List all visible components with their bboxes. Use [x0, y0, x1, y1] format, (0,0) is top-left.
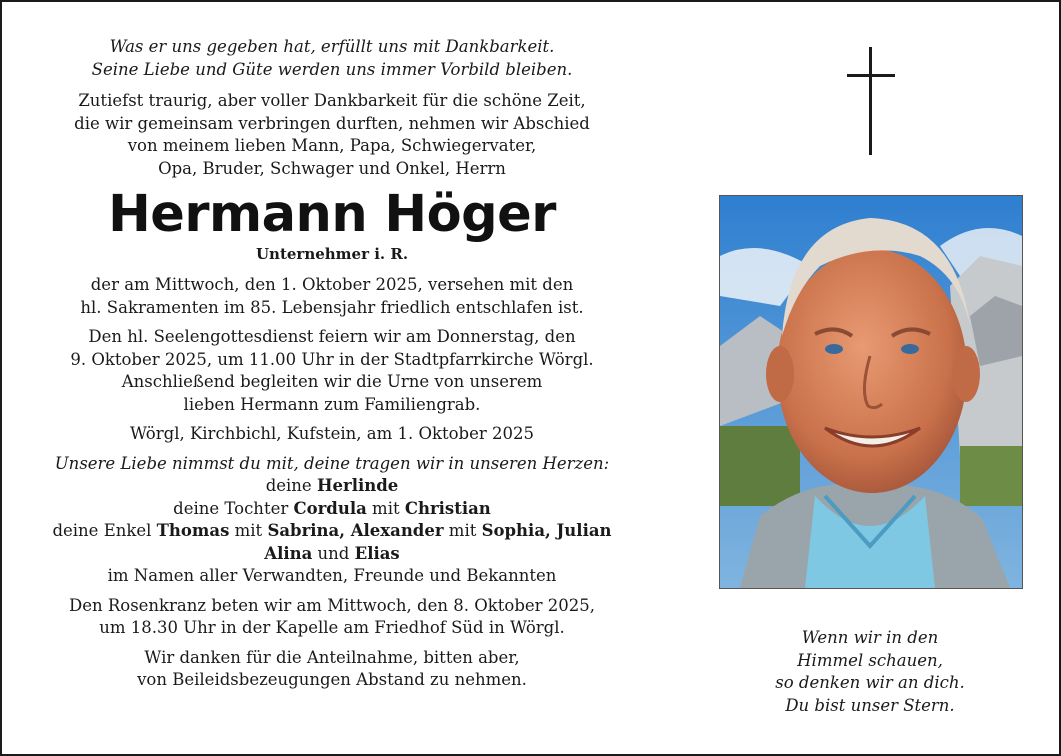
death-notice-line-2: hl. Sakramenten im 85. Lebensjahr friedlich entschlafen ist.: [80, 297, 584, 317]
ear-left: [766, 346, 794, 402]
meadow-right: [960, 446, 1022, 506]
family-gc1-with: mit: [229, 521, 268, 540]
quote-line-2: Himmel schauen,: [797, 650, 943, 670]
heart-line: Unsere Liebe nimmst du mit, deine tragen wir in unseren Herzen:: [54, 453, 610, 473]
family-gc4: Elias: [354, 543, 400, 563]
family-and: und: [312, 543, 355, 563]
rosary-line-1: Den Rosenkranz beten wir am Mittwoch, den 8. Oktober 2025,: [68, 595, 596, 615]
family-wife: [22, 475, 642, 498]
family-grandchildren-2: [22, 543, 642, 566]
cross-vertical-bar: [869, 47, 872, 155]
place-and-date: Wörgl, Kirchbichl, Kufstein, am 1. Oktober 2025: [129, 424, 535, 443]
deceased-title: Unternehmer i. R.: [255, 245, 409, 263]
eye-right: [901, 344, 919, 354]
quote-line-1: Wenn wir in den: [801, 628, 939, 647]
deceased-name: Hermann Höger: [108, 185, 556, 244]
intro-line-2: die wir gemeinsam verbringen durften, nehmen wir Abschied: [74, 113, 590, 133]
family-gc3: Alina: [264, 543, 313, 563]
family-gc2-with: mit: [443, 521, 482, 540]
memorial-quote: [742, 627, 998, 717]
death-notice-line-1: der am Mittwoch, den 1. Oktober 2025, versehen mit den: [90, 275, 574, 294]
cross-horizontal-bar: [847, 74, 895, 77]
obituary-text-column: [22, 36, 642, 692]
funeral-service: [22, 326, 642, 416]
family-wife-prefix: deine: [265, 476, 317, 495]
family-daughter-with: mit: [366, 498, 405, 518]
portrait-illustration: [720, 196, 1022, 588]
service-line-4: lieben Hermann zum Familiengrab.: [183, 394, 481, 414]
intro-line-1: Zutiefst traurig, aber voller Dankbarkeit für die schöne Zeit,: [78, 91, 586, 110]
latin-cross-icon: [847, 47, 895, 155]
family-list: [22, 475, 642, 588]
quote-line-4: Du bist unser Stern.: [785, 695, 955, 715]
service-line-2: 9. Oktober 2025, um 11.00 Uhr in der Stadtpfarrkirche Wörgl.: [70, 349, 594, 369]
service-line-1: Den hl. Seelengottesdienst feiern wir am Donnerstag, den: [88, 327, 576, 346]
service-line-3: Anschließend begleiten wir die Urne von unserem: [121, 372, 543, 391]
family-grandchildren: [22, 520, 642, 543]
face: [777, 249, 967, 493]
family-gc1: Thomas: [156, 521, 230, 540]
family-relatives: im Namen aller Verwandten, Freunde und Bekannten: [107, 566, 557, 585]
intro-line-4: Opa, Bruder, Schwager und Onkel, Herrn: [158, 158, 506, 178]
family-gc2-partner: Sophia, Julian: [481, 521, 612, 540]
quote-line-3: so denken wir an dich.: [775, 673, 965, 692]
motto-line-2: Seine Liebe und Güte werden uns immer Vorbild bleiben.: [91, 59, 573, 79]
ear-right: [952, 346, 980, 402]
family-daughter-prefix: deine Tochter: [173, 498, 294, 518]
family-daughter-partner: Christian: [404, 498, 491, 518]
portrait-photo: [719, 195, 1023, 589]
thanks-notice: [22, 647, 642, 692]
thanks-line-2: von Beileidsbezeugungen Abstand zu nehmen.: [137, 670, 527, 689]
rosary-notice: [22, 595, 642, 640]
motto: [22, 36, 642, 81]
family-grandchildren-prefix: deine Enkel: [52, 521, 157, 540]
intro-paragraph: [22, 90, 642, 180]
family-wife-name: Herlinde: [316, 476, 399, 495]
family-daughter-name: Cordula: [293, 498, 367, 518]
eye-left: [825, 344, 843, 354]
death-notice: [22, 274, 642, 319]
rosary-line-2: um 18.30 Uhr in der Kapelle am Friedhof Süd in Wörgl.: [99, 618, 565, 637]
motto-line-1: Was er uns gegeben hat, erfüllt uns mit Dankbarkeit.: [109, 37, 555, 56]
thanks-line-1: Wir danken für die Anteilnahme, bitten aber,: [144, 647, 520, 667]
family-daughter: [22, 498, 642, 521]
meadow-left: [720, 426, 800, 506]
family-gc1-partner: Sabrina, Alexander: [267, 521, 444, 540]
intro-line-3: von meinem lieben Mann, Papa, Schwiegervater,: [127, 136, 537, 155]
